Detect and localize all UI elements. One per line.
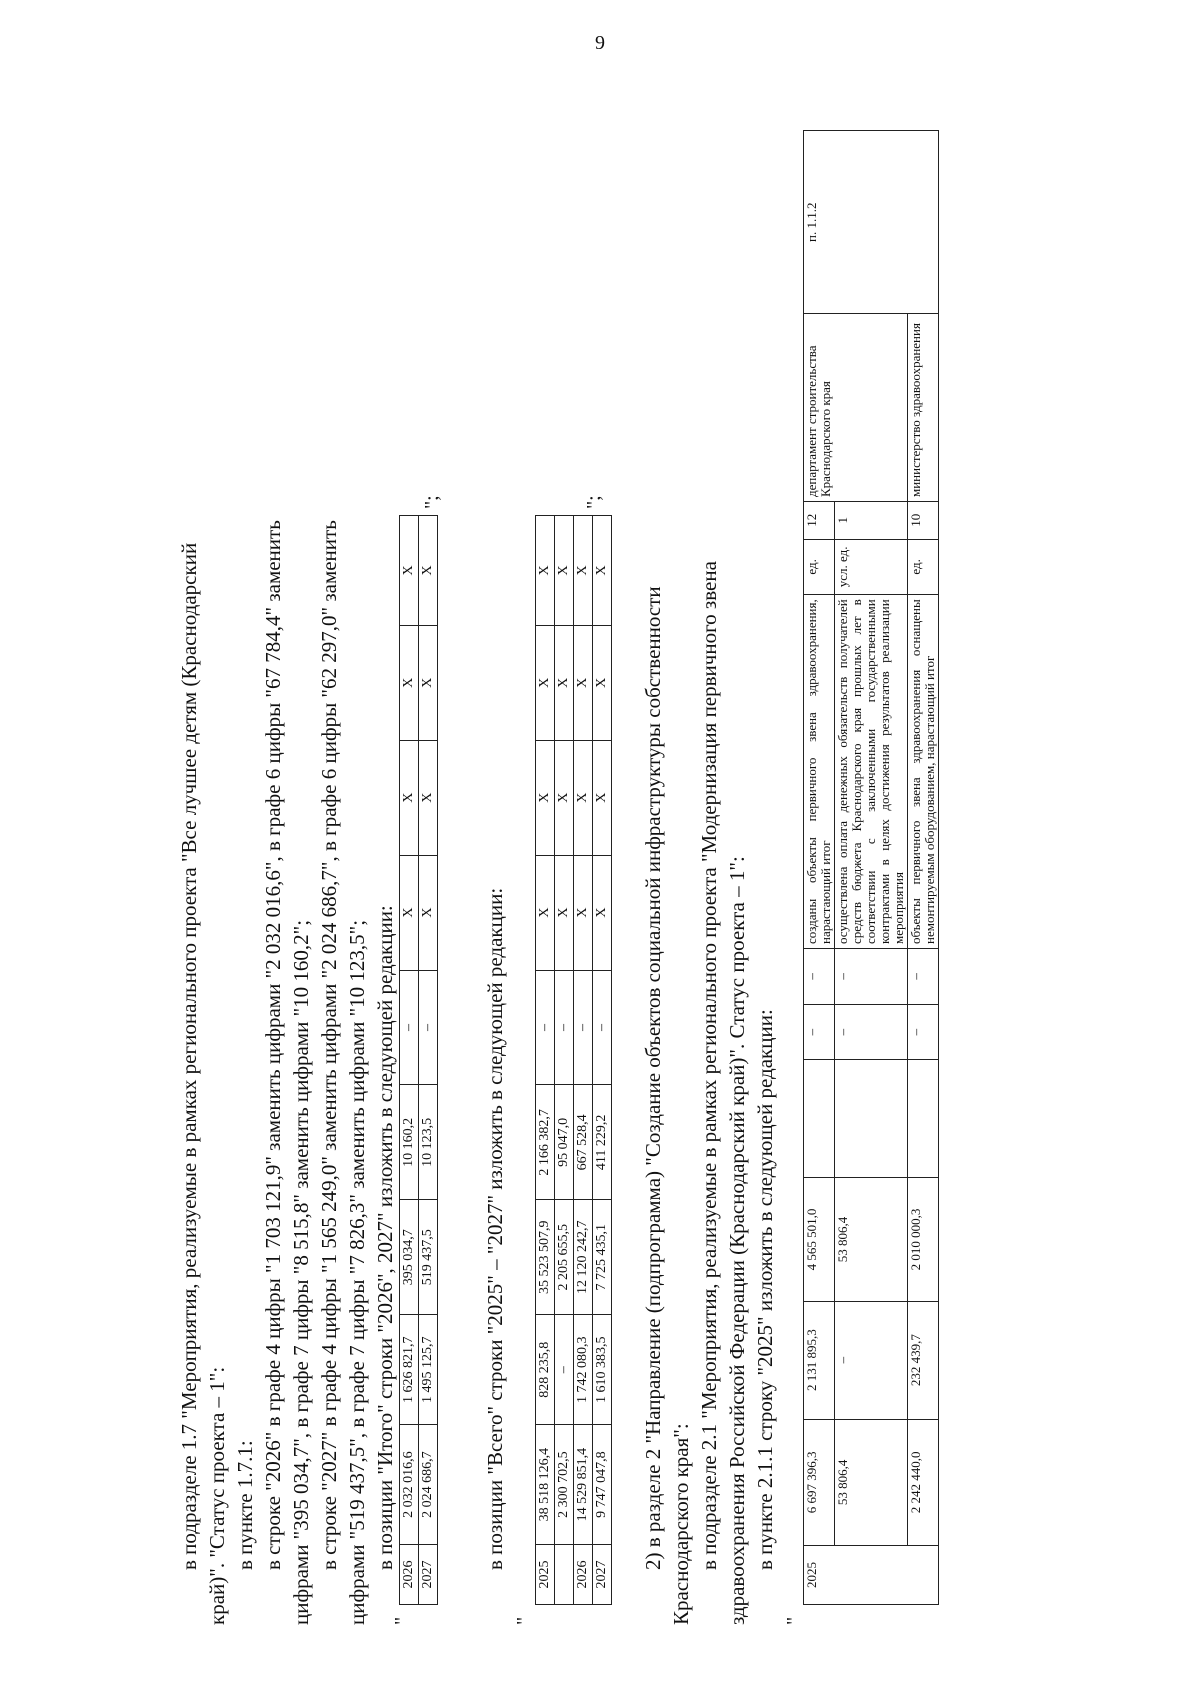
close-quote: "; [421,495,443,509]
text-line: в позиции "Итого" строки "2026", 2027" изложить в следующей редакции: [373,905,397,1570]
empty-cell [908,1060,939,1178]
table-cell: 1 742 080,3 [574,1315,593,1425]
year-cell: 2025 [804,1546,939,1605]
table-cell: 2027 [419,1545,438,1605]
value-cell: 1 [835,502,908,540]
table-modernization [803,130,939,1605]
table-cell: X [555,516,574,626]
table-cell: X [574,625,593,740]
table-cell: 1 626 821,7 [400,1315,419,1425]
table-cell: X [593,625,612,740]
table-row [908,131,939,1605]
table-cell: – [400,970,419,1085]
table-cell: 2 205 655,5 [555,1200,574,1315]
table-cell: X [400,740,419,855]
text-line: цифрами "519 437,5", в графе 7 цифры "7 826,3" заменить цифрами "10 123,5"; [345,919,369,1625]
table-cell: – [574,970,593,1085]
table-cell: 7 725 435,1 [593,1200,612,1315]
table-cell: – [536,970,555,1085]
item-cell: п. 1.1.2 [804,131,939,314]
result-description-cell: объекты первичного звена здравоохранения оснащены немонтируемым оборудованием, нарастающий итог [908,595,939,949]
table-cell: X [400,625,419,740]
unit-cell: усл. ед. [835,539,908,595]
total-cell: 2 242 440,0 [908,1419,939,1545]
table-cell: X [555,625,574,740]
extra-cell: – [804,949,835,1005]
close-quote: "; [583,495,605,509]
table-cell: X [419,740,438,855]
table-cell: – [555,1315,574,1425]
table-row [536,516,555,1605]
text-line: в пункте 2.1.1 строку "2025" изложить в следующей редакции: [753,1009,777,1570]
table-cell: 2025 [536,1545,555,1605]
table-cell: X [593,516,612,626]
text-line: в строке "2026" в графе 4 цифры "1 703 121,9" заменить цифрами "2 032 016,6", в графе 6 цифры "67 784,4" заменить [261,520,285,1570]
result-description-cell: созданы объекты первичного звена здравоохранения, нарастающий итог [804,595,835,949]
table-cell: – [419,970,438,1085]
local-cell: – [804,1004,835,1060]
table-cell: 10 160,2 [400,1085,419,1200]
text-line: в строке "2027" в графе 4 цифры "1 565 249,0" заменить цифрами "2 024 686,7", в графе 6 цифры "62 297,0" заменить [317,520,341,1570]
extra-cell: – [908,949,939,1005]
table-cell: X [593,855,612,970]
table-itogo [399,515,438,1605]
text-line: 2) в разделе 2 "Направление (подпрограмма) "Создание объектов социальной инфраструктуры собственности [641,586,665,1570]
table-cell: 14 529 851,4 [574,1425,593,1545]
federal-cell: – [835,1301,908,1419]
text-line: здравоохранения Российской Федерации (Краснодарский край)". Статус проекта – 1": [725,856,749,1625]
executor-cell: министерство здравоохранения [908,314,939,502]
text-line: в пункте 1.7.1: [233,1440,257,1570]
local-cell: – [835,1004,908,1060]
table-cell: 1 495 125,7 [419,1315,438,1425]
table-cell: X [536,855,555,970]
extra-cell: – [835,949,908,1005]
table-cell: 35 523 507,9 [536,1200,555,1315]
table-cell: 828 235,8 [536,1315,555,1425]
open-quote: " [391,1616,413,1625]
text-line: в подразделе 2.1 "Мероприятия, реализуемые в рамках регионального проекта "Модернизация первичного звена [697,561,721,1570]
table-cell: – [555,970,574,1085]
value-cell: 10 [908,502,939,540]
empty-cell [804,1060,835,1178]
table-cell: X [419,855,438,970]
result-description-cell: осуществлена оплата денежных обязательств получателей средств бюджета Краснодарского края прошлых лет в соответствии с заключенными государственными контрактами в целях достижения результатов реализации мероприятия [835,595,908,949]
table-cell: 411 229,2 [593,1085,612,1200]
table-cell: X [593,740,612,855]
table-cell: X [574,855,593,970]
unit-cell: ед. [804,539,835,595]
table-cell: X [536,516,555,626]
federal-cell: 232 439,7 [908,1301,939,1419]
table-cell: – [593,970,612,1085]
page-number: 9 [595,32,605,54]
table-cell: 1 610 383,5 [593,1315,612,1425]
table-cell: X [419,516,438,626]
text-line: цифрами "395 034,7", в графе 7 цифры "8 515,8" заменить цифрами "10 160,2"; [289,919,313,1625]
table-cell: 2026 [574,1545,593,1605]
table-cell: X [400,516,419,626]
table-row [419,516,438,1605]
table-cell: X [400,855,419,970]
table-row [555,516,574,1605]
regional-cell: 4 565 501,0 [804,1178,835,1301]
table-cell: 2 166 382,7 [536,1085,555,1200]
table-cell: X [574,516,593,626]
table-cell [555,1545,574,1605]
text-line: в подразделе 1.7 "Мероприятия, реализуемые в рамках регионального проекта "Все лучшее детям (Краснодарский [177,542,201,1570]
table-cell: X [555,740,574,855]
table-row [400,516,419,1605]
table-cell: 2027 [593,1545,612,1605]
total-cell: 53 806,4 [835,1419,908,1545]
value-cell: 12 [804,502,835,540]
regional-cell: 53 806,4 [835,1178,908,1301]
unit-cell: ед. [908,539,939,595]
table-cell: X [536,625,555,740]
table-cell: X [536,740,555,855]
table-vsego [535,515,612,1605]
empty-cell [835,1060,908,1178]
table-cell: 519 437,5 [419,1200,438,1315]
regional-cell: 2 010 000,3 [908,1178,939,1301]
local-cell: – [908,1004,939,1060]
text-line: край)". "Статус проекта – 1": [205,1366,229,1625]
table-cell: 10 123,5 [419,1085,438,1200]
table-cell: X [419,625,438,740]
table-cell: 12 120 242,7 [574,1200,593,1315]
table-cell: 9 747 047,8 [593,1425,612,1545]
table-row [574,516,593,1605]
table-cell: 2 300 702,5 [555,1425,574,1545]
open-quote: " [513,1616,535,1625]
table-cell: 667 528,4 [574,1085,593,1200]
rotated-content [135,105,1145,1625]
table-cell: 2026 [400,1545,419,1605]
table-cell: X [574,740,593,855]
table-cell: 395 034,7 [400,1200,419,1315]
executor-cell: департамент строительства Краснодарского края [804,314,908,502]
table-cell: X [555,855,574,970]
table-cell: 2 032 016,6 [400,1425,419,1545]
open-quote: " [783,1616,805,1625]
federal-cell: 2 131 895,3 [804,1301,835,1419]
table-cell: 95 047,0 [555,1085,574,1200]
total-cell: 6 697 396,3 [804,1419,835,1545]
table-row [593,516,612,1605]
text-line: в позиции "Всего" строки "2025" – "2027" изложить в следующей редакции: [483,887,507,1570]
table-row [804,131,835,1605]
text-line: Краснодарского края": [669,1423,693,1625]
table-cell: 38 518 126,4 [536,1425,555,1545]
table-cell: 2 024 686,7 [419,1425,438,1545]
